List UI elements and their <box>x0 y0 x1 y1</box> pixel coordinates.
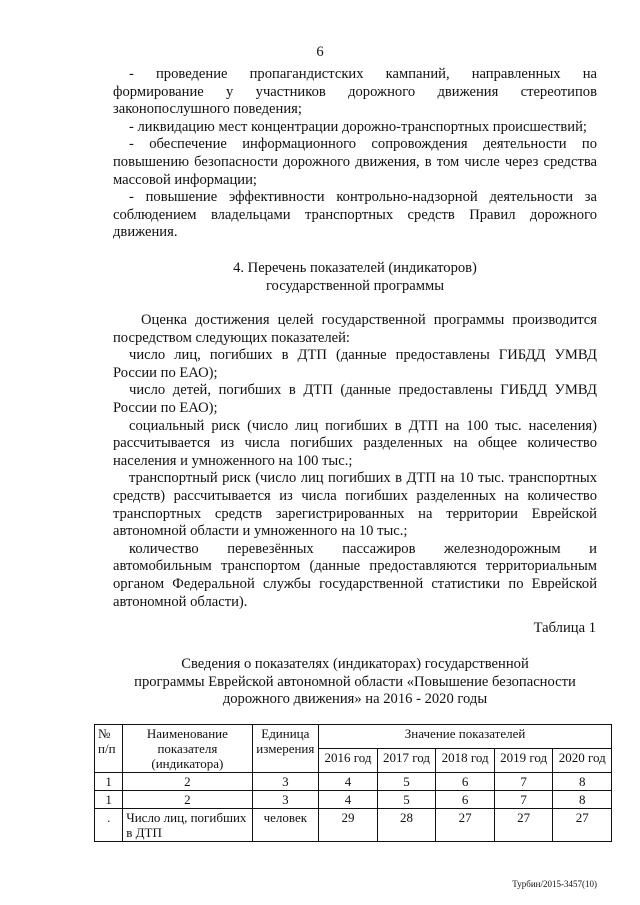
indicator-item: транспортный риск (число лиц погибших в ДТП на 10 тыс. транспортных средств) рассчитывается из числа погибших разделенных на количество транспортных средств зарегистрированных на территории Еврейской автономной области и умноженного на 10 тыс.; <box>113 470 597 540</box>
table-cell: 27 <box>553 809 612 842</box>
page-number: 6 <box>316 44 324 60</box>
table-title-line3: дорожного движения» на 2016 - 2020 годы <box>222 691 488 708</box>
header-year: 2019 год <box>494 749 553 773</box>
indicator-item: число лиц, погибших в ДТП (данные предоставлены ГИБДД УМВД России по ЕАО); <box>113 347 597 381</box>
table-cell: 1 <box>95 791 123 809</box>
intro-item: - ликвидацию мест концентрации дорожно-транспортных происшествий; <box>129 118 587 135</box>
indicator-item: социальный риск (число лиц погибших в ДТП на 100 тыс. населения) рассчитывается из числа погибших разделенных на общее количество населения и умноженного на 100 тыс.; <box>113 417 597 469</box>
table-row <box>95 773 612 791</box>
section-heading <box>113 260 597 295</box>
section-lead: Оценка достижения целей государственной программы производится посредством следующих показателей: <box>113 312 597 346</box>
table-cell: 2 <box>123 791 252 809</box>
table-label: Таблица 1 <box>533 620 596 636</box>
table-cell: 2 <box>123 773 252 791</box>
table-cell: 7 <box>494 773 553 791</box>
table-cell: 5 <box>377 773 436 791</box>
table-cell: 6 <box>436 791 495 809</box>
intro-item: - обеспечение информационного сопровождения деятельности по повышению безопасности дорожного движения, в том числе через средства массовой информации; <box>113 136 597 188</box>
table-cell: 29 <box>319 809 378 842</box>
table-cell: 6 <box>436 773 495 791</box>
table-cell: 8 <box>553 773 612 791</box>
header-values-group: Значение показателей <box>319 725 612 749</box>
table-cell: . <box>95 809 123 842</box>
header-year: 2017 год <box>377 749 436 773</box>
table-header-row <box>95 725 612 749</box>
header-num: № п/п <box>95 725 123 773</box>
table-cell: 7 <box>494 791 553 809</box>
indicator-item: количество перевезённых пассажиров железнодорожным и автомобильным транспортом (данные предоставляются территориальным органом Федеральной службы государственной статистики по Еврейской автономной области). <box>113 540 597 610</box>
table-cell: 27 <box>494 809 553 842</box>
indicators-table <box>94 724 612 842</box>
table-cell: 27 <box>436 809 495 842</box>
footer-code: Турбин/2015-3457(10) <box>512 879 597 889</box>
table-row <box>95 809 612 842</box>
intro-item: - повышение эффективности контрольно-надзорной деятельности за соблюдением владельцами транспортных средств Правил дорожного движения. <box>113 189 597 241</box>
header-year: 2020 год <box>553 749 612 773</box>
table-cell: 3 <box>252 773 319 791</box>
indicator-item: число детей, погибших в ДТП (данные предоставлены ГИБДД УМВД России по ЕАО); <box>113 382 597 416</box>
header-unit: Единица измерения <box>252 725 319 773</box>
table-cell: 5 <box>377 791 436 809</box>
table-title <box>113 656 597 709</box>
section-heading-line2: государственной программы <box>265 277 445 294</box>
table-cell: человек <box>252 809 319 842</box>
header-year: 2018 год <box>436 749 495 773</box>
table-cell: 28 <box>377 809 436 842</box>
table-title-line2: программы Еврейской автономной области «Повышение безопасности <box>134 673 576 690</box>
intro-list <box>113 66 597 242</box>
table-cell: 1 <box>95 773 123 791</box>
table-cell: 4 <box>319 791 378 809</box>
header-year: 2016 год <box>319 749 378 773</box>
table-cell: 3 <box>252 791 319 809</box>
table-cell: 8 <box>553 791 612 809</box>
table-title-line1: Сведения о показателях (индикаторах) государственной <box>181 656 529 672</box>
section-heading-line1: 4. Перечень показателей (индикаторов) <box>233 260 477 276</box>
header-name: Наименование показателя (индикатора) <box>123 725 252 773</box>
table-row <box>95 791 612 809</box>
table-cell: 4 <box>319 773 378 791</box>
table-cell: Число лиц, погибших в ДТП <box>123 809 252 842</box>
section-body <box>113 312 597 611</box>
intro-item: - проведение пропагандистских кампаний, направленных на формирование у участников дорожного движения стереотипов законопослушного поведения; <box>113 66 597 118</box>
